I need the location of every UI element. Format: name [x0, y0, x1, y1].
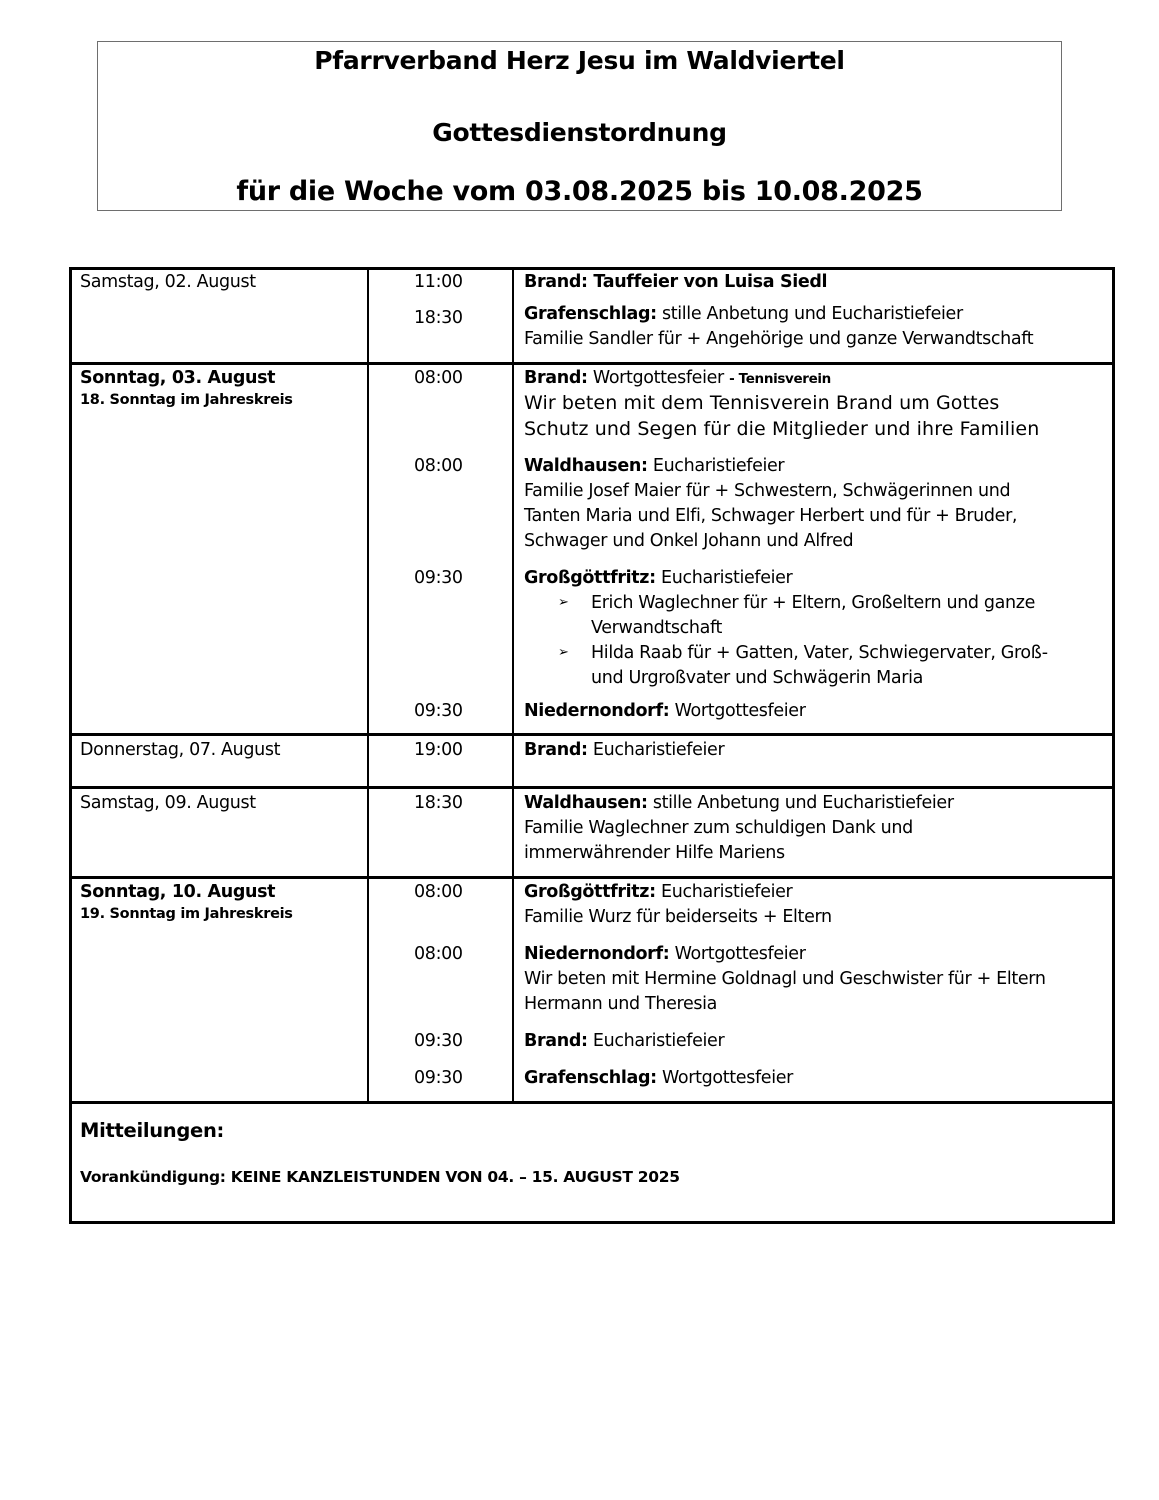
event-title: [524, 1066, 793, 1091]
event-intention: Tanten Maria und Elfi, Schwager Herbert und für + Bruder,: [524, 506, 1018, 526]
event-time: 11:00: [414, 272, 463, 292]
event-time: 09:30: [414, 1031, 463, 1051]
event-place: Grafenschlag:: [524, 304, 657, 324]
column-divider: [367, 267, 369, 1103]
event-intention: Familie Waglechner zum schuldigen Dank und: [524, 818, 913, 838]
event-time: 09:30: [414, 568, 463, 588]
event-time: 08:00: [414, 882, 463, 902]
event-title: [524, 738, 724, 763]
bullet-item-cont: und Urgroßvater und Schwägerin Maria: [591, 668, 923, 688]
event-intention: Wir beten mit dem Tennisverein Brand um Gottes: [524, 392, 1000, 414]
day-label: Samstag, 02. August: [80, 272, 256, 292]
event-service: stille Anbetung und Eucharistiefeier: [662, 304, 963, 324]
row-divider: [69, 733, 1115, 736]
event-service: Wortgottesfeier: [674, 944, 806, 964]
event-tag: - Tennisverein: [729, 371, 831, 387]
event-place: Grafenschlag:: [524, 1068, 657, 1088]
event-title: [524, 942, 806, 967]
day-subtitle: 18. Sonntag im Jahreskreis: [80, 392, 293, 408]
event-time: 08:00: [414, 456, 463, 476]
event-service: Wortgottesfeier: [662, 1068, 793, 1088]
event-place: Brand:: [524, 1031, 588, 1051]
header-box: [97, 41, 1062, 211]
week-range: für die Woche vom 03.08.2025 bis 10.08.2025: [236, 176, 923, 207]
event-place: Waldhausen:: [524, 793, 648, 813]
event-time: 08:00: [414, 944, 463, 964]
event-service: Eucharistiefeier: [661, 882, 793, 902]
event-intention: immerwährender Hilfe Mariens: [524, 843, 785, 863]
day-label: Sonntag, 10. August: [80, 882, 276, 902]
arrowhead-bullet-icon: ➢: [558, 595, 569, 610]
row-divider: [69, 1101, 1115, 1104]
event-title: [524, 1029, 724, 1054]
announcements-heading: Mitteilungen:: [80, 1119, 225, 1142]
row-divider: [69, 876, 1115, 879]
event-place: Brand:: [524, 368, 588, 388]
event-service: Wortgottesfeier: [674, 701, 806, 721]
event-place: Brand: Tauffeier von Luisa Siedl: [524, 272, 828, 292]
event-service: stille Anbetung und Eucharistiefeier: [652, 793, 954, 813]
event-title: [524, 566, 792, 591]
event-intention: Familie Josef Maier für + Schwestern, Schwägerinnen und: [524, 481, 1011, 501]
event-place: Großgöttfritz:: [524, 568, 656, 588]
announcement-text: Vorankündigung: KEINE KANZLEISTUNDEN VON 04. – 15. AUGUST 2025: [80, 1168, 680, 1186]
day-label: Samstag, 09. August: [80, 793, 256, 813]
event-place: Brand:: [524, 740, 588, 760]
bullet-item: Erich Waglechner für + Eltern, Großeltern und ganze: [591, 593, 1036, 613]
table-border-left: [69, 267, 72, 1224]
bullet-item: Hilda Raab für + Gatten, Vater, Schwiegervater, Groß-: [591, 643, 1048, 663]
organization-title: Pfarrverband Herz Jesu im Waldviertel: [314, 46, 845, 75]
event-place: Niedernondorf:: [524, 701, 670, 721]
event-title: [524, 302, 963, 327]
event-title: [524, 699, 806, 724]
event-time: 18:30: [414, 308, 463, 328]
column-divider: [512, 267, 514, 1103]
table-border-bottom: [69, 1221, 1115, 1224]
event-title: [524, 366, 831, 392]
event-intention: Hermann und Theresia: [524, 994, 718, 1014]
event-place: Waldhausen:: [524, 456, 648, 476]
bullet-item-cont: Verwandtschaft: [591, 618, 723, 638]
event-place: Niedernondorf:: [524, 944, 670, 964]
event-place: Großgöttfritz:: [524, 882, 656, 902]
row-divider: [69, 786, 1115, 789]
event-intention: Wir beten mit Hermine Goldnagl und Geschwister für + Eltern: [524, 969, 1046, 989]
event-service: Eucharistiefeier: [661, 568, 793, 588]
event-intention: Familie Sandler für + Angehörige und ganze Verwandtschaft: [524, 329, 1034, 349]
event-service: Eucharistiefeier: [652, 456, 785, 476]
event-title: [524, 880, 792, 905]
event-service: Eucharistiefeier: [592, 740, 725, 760]
event-time: 08:00: [414, 368, 463, 388]
event-title: [524, 791, 954, 816]
arrowhead-bullet-icon: ➢: [558, 645, 569, 660]
event-time: 09:30: [414, 701, 463, 721]
event-time: 19:00: [414, 740, 463, 760]
event-service: Eucharistiefeier: [592, 1031, 725, 1051]
day-label: Sonntag, 03. August: [80, 368, 276, 388]
document-title: Gottesdienstordnung: [432, 118, 727, 147]
event-time: 18:30: [414, 793, 463, 813]
day-subtitle: 19. Sonntag im Jahreskreis: [80, 906, 293, 922]
row-divider: [69, 362, 1115, 365]
event-intention: Schwager und Onkel Johann und Alfred: [524, 531, 854, 551]
table-border-right: [1112, 267, 1115, 1224]
event-service: Wortgottesfeier: [592, 368, 724, 388]
event-intention: Familie Wurz für beiderseits + Eltern: [524, 907, 832, 927]
event-title: [524, 454, 784, 479]
schedule-table: [69, 267, 1115, 1224]
event-intention: Schutz und Segen für die Mitglieder und ihre Familien: [524, 418, 1040, 440]
day-label: Donnerstag, 07. August: [80, 740, 281, 760]
event-time: 09:30: [414, 1068, 463, 1088]
